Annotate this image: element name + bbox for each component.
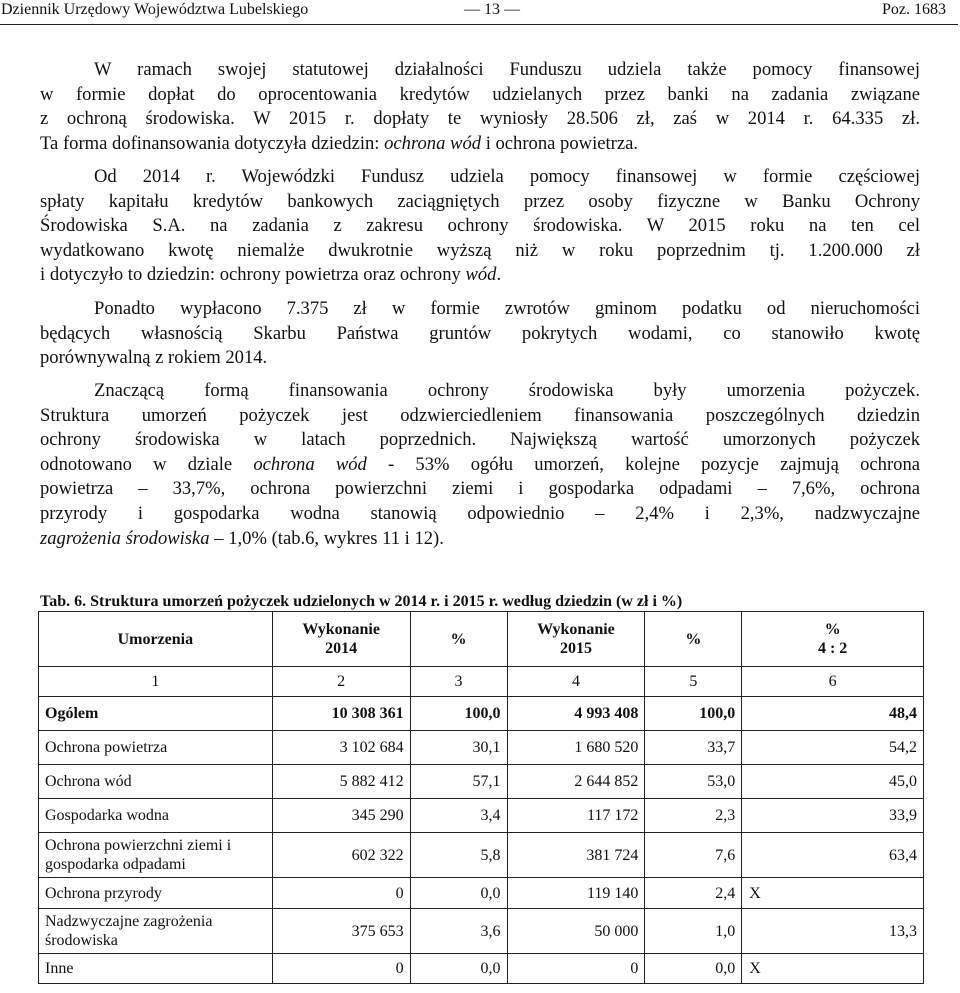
position-number: Poz. 1683 <box>882 1 946 18</box>
row-name: Gospodarka wodna <box>39 799 273 833</box>
ratio: 45,0 <box>742 765 924 799</box>
value-2014: 5 882 412 <box>272 765 410 799</box>
table-row <box>39 909 924 954</box>
pct-2014: 3,4 <box>410 799 507 833</box>
value-2015: 1 680 520 <box>507 731 645 765</box>
pct-2014: 100,0 <box>410 697 507 731</box>
pct-2015: 0,0 <box>645 954 742 984</box>
ratio: 33,9 <box>742 799 924 833</box>
row-name: Ochrona powietrza <box>39 731 273 765</box>
header-ratio: % 4 : 2 <box>742 612 924 667</box>
value-2014: 0 <box>272 878 410 909</box>
paragraph-bos-credit: Od 2014 r. Wojewódzki Fundusz udziela pomocy finansowej w formie częściowej spłaty kapitału kredytów bankowych zaciągniętych przez osoby fizyczne w Banku Ochrony Środowiska S.A. na zadania z zakresu ochrony środowiska. W 2015 roku na ten cel wydatkowano kwotę niemalże dwukrotnie wyższą niż w roku poprzednim tj. 1.200.000 zł i dotyczyło to dziedzin: ochrony powietrza oraz ochrony wód. <box>40 166 920 286</box>
pct-2015: 1,0 <box>645 909 742 954</box>
table-row <box>39 799 924 833</box>
header-pct-2015: % <box>645 612 742 667</box>
ratio: 13,3 <box>742 909 924 954</box>
value-2015: 117 172 <box>507 799 645 833</box>
ratio: X <box>742 878 924 909</box>
paragraph-tax-refunds: Ponadto wypłacono 7.375 zł w formie zwrotów gminom podatku od nieruchomości będących własnością Skarbu Państwa gruntów pokrytych wodami, co stanowiło kwotę porównywalną z rokiem 2014. <box>40 298 920 369</box>
header-wykonanie-2014: Wykonanie 2014 <box>272 612 410 667</box>
value-2014: 375 653 <box>272 909 410 954</box>
header-wykonanie-2015: Wykonanie 2015 <box>507 612 645 667</box>
pct-2015: 100,0 <box>645 697 742 731</box>
pct-2015: 2,4 <box>645 878 742 909</box>
pct-2015: 7,6 <box>645 833 742 878</box>
table-header-row <box>39 612 924 667</box>
value-2014: 3 102 684 <box>272 731 410 765</box>
value-2015: 119 140 <box>507 878 645 909</box>
pct-2014: 0,0 <box>410 878 507 909</box>
ratio: 54,2 <box>742 731 924 765</box>
pct-2014: 0,0 <box>410 954 507 984</box>
value-2015: 50 000 <box>507 909 645 954</box>
row-name: Ochrona przyrody <box>39 878 273 909</box>
remissions-table <box>38 611 924 984</box>
header-umorzenia: Umorzenia <box>39 612 273 667</box>
table-row <box>39 954 924 984</box>
row-name: Nadzwyczajne zagrożenia środowiska <box>39 909 273 954</box>
paragraph-loan-subsidies: W ramach swojej statutowej działalności Funduszu udziela także pomocy finansowej w formie dopłat do oprocentowania kredytów udzielanych przez banki na zadania związane z ochroną środowiska. W 2015 r. dopłaty te wyniosły 28.506 zł, zaś w 2014 r. 64.335 zł. Ta forma dofinansowania dotyczyła dziedzin: ochrona wód i ochrona powietrza. <box>40 59 920 154</box>
value-2014: 10 308 361 <box>272 697 410 731</box>
pct-2015: 2,3 <box>645 799 742 833</box>
row-name: Inne <box>39 954 273 984</box>
pct-2015: 53,0 <box>645 765 742 799</box>
pct-2014: 30,1 <box>410 731 507 765</box>
value-2015: 2 644 852 <box>507 765 645 799</box>
value-2015: 381 724 <box>507 833 645 878</box>
header-pct-2014: % <box>410 612 507 667</box>
ratio: 63,4 <box>742 833 924 878</box>
ratio: 48,4 <box>742 697 924 731</box>
row-name: Ochrona powierzchni ziemi i gospodarka odpadami <box>39 833 273 878</box>
pct-2014: 3,6 <box>410 909 507 954</box>
value-2014: 602 322 <box>272 833 410 878</box>
journal-title: Dziennik Urzędowy Województwa Lubelskiego <box>1 1 309 18</box>
table-row <box>39 731 924 765</box>
pct-2014: 5,8 <box>410 833 507 878</box>
row-name: Ogólem <box>39 697 273 731</box>
table-row <box>39 833 924 878</box>
value-2014: 345 290 <box>272 799 410 833</box>
value-2014: 0 <box>272 954 410 984</box>
page-number: — 13 — <box>464 1 520 18</box>
table-row <box>39 878 924 909</box>
paragraph-loan-remissions: Znaczącą formą finansowania ochrony środowiska były umorzenia pożyczek. Struktura umorzeń pożyczek jest odzwierciedleniem finansowania poszczególnych dziedzin ochrony środowiska w latach poprzednich. Największą wartość umorzonych pożyczek odnotowano w dziale ochrona wód - 53% ogółu umorzeń, kolejne pozycje zajmują ochrona powietrza – 33,7%, ochrona powierzchni ziemi i gospodarka odpadami – 7,6%, ochrona przyrody i gospodarka wodna stanowią odpowiednio – 2,4% i 2,3%, nadzwyczajne zagrożenia środowiska – 1,0% (tab.6, wykres 11 i 12). <box>40 380 921 549</box>
value-2015: 4 993 408 <box>507 697 645 731</box>
row-name: Ochrona wód <box>39 765 273 799</box>
value-2015: 0 <box>507 954 645 984</box>
ratio: X <box>742 954 924 984</box>
table-row <box>39 697 924 731</box>
pct-2015: 33,7 <box>645 731 742 765</box>
column-number-row: 1 2 3 4 5 6 <box>39 667 924 697</box>
table-row <box>39 765 924 799</box>
table-caption: Tab. 6. Struktura umorzeń pożyczek udzielonych w 2014 r. i 2015 r. według dziedzin (w zł i %) <box>40 593 683 610</box>
pct-2014: 57,1 <box>410 765 507 799</box>
page-header <box>0 0 958 25</box>
